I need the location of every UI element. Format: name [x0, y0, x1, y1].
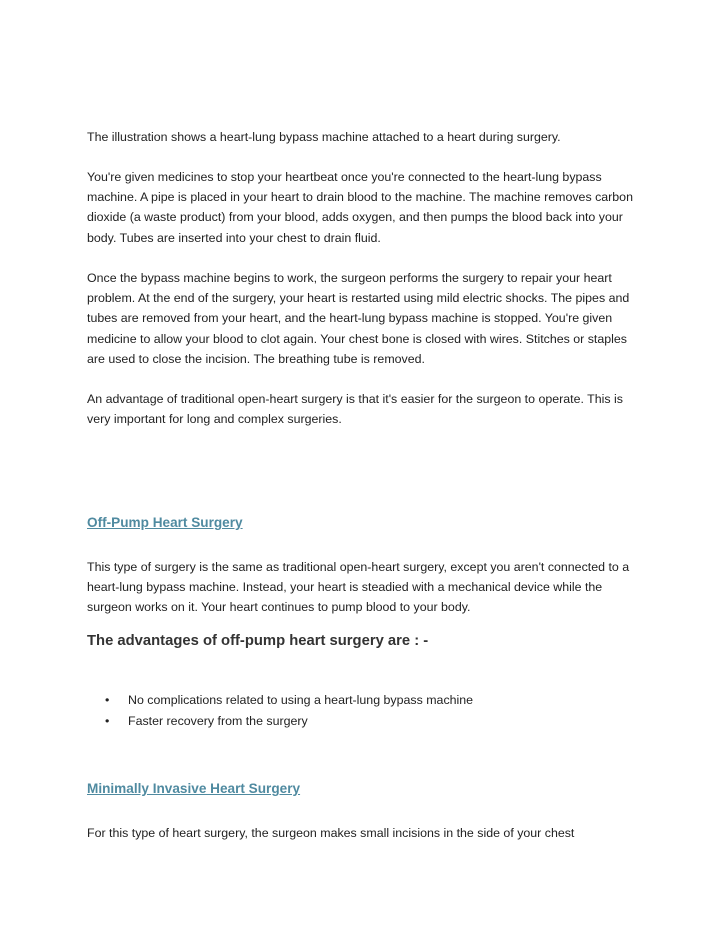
paragraph-bypass-machine: You're given medicines to stop your heartbeat once you're connected to the heart-lung bypass machine. A pipe is placed in your heart to drain blood to the machine. The machine removes carbon dioxide (a waste product) from your blood, adds oxygen, and then pumps the blood back into your body. Tubes are inserted into your chest to drain fluid. — [87, 170, 633, 245]
list-item — [87, 711, 473, 732]
heading-minimally-invasive-link[interactable]: Minimally Invasive Heart Surgery — [87, 781, 301, 796]
advantages-list — [87, 690, 473, 731]
heading-off-pump-link[interactable]: Off-Pump Heart Surgery — [87, 515, 243, 530]
paragraph-off-pump: This type of surgery is the same as traditional open-heart surgery, except you aren't connected to a heart-lung bypass machine. Instead, your heart is steadied with a mechanical device while the surgeon works on it. Your heart continues to pump blood to your body. — [87, 560, 630, 615]
list-item-text: No complications related to using a heart-lung bypass machine — [128, 693, 474, 707]
list-item — [87, 690, 473, 711]
heading-off-pump-advantages: The advantages of off-pump heart surgery are : - — [87, 633, 429, 649]
list-item-text: Faster recovery from the surgery — [128, 713, 308, 728]
paragraph-advantage-open-heart: An advantage of traditional open-heart surgery is that it's easier for the surgeon to operate. This is very important for long and complex surgeries. — [87, 392, 623, 427]
bullet-marker: • — [105, 713, 110, 728]
bullet-marker: • — [105, 693, 110, 707]
paragraph-illustration: The illustration shows a heart-lung bypass machine attached to a heart during surgery. — [87, 130, 561, 144]
paragraph-minimally-invasive: For this type of heart surgery, the surgeon makes small incisions in the side of your chest — [87, 826, 575, 840]
paragraph-surgery-process: Once the bypass machine begins to work, the surgeon performs the surgery to repair your heart problem. At the end of the surgery, your heart is restarted using mild electric shocks. The pipes and tubes are removed from your heart, and the heart-lung bypass machine is stopped. You're given medicine to allow your blood to clot again. Your chest bone is closed with wires. Stitches or staples are used to close the incision. The breathing tube is removed. — [87, 271, 630, 366]
